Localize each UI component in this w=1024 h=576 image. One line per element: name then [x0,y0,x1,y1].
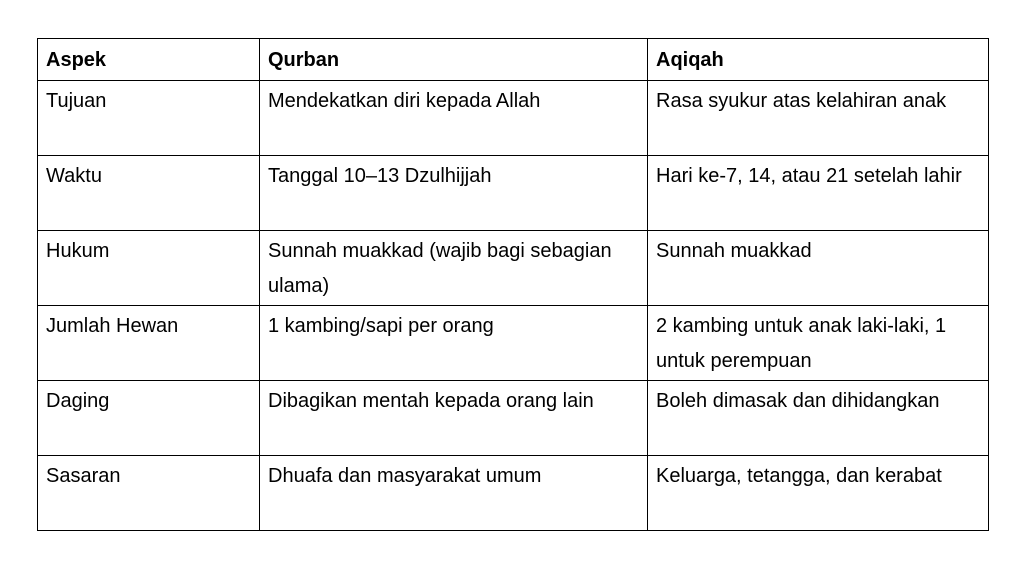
table-header-row [38,39,989,81]
cell-aqiqah: Rasa syukur atas kelahiran anak [648,81,989,156]
header-qurban: Qurban [260,39,648,81]
cell-qurban: Mendekatkan diri kepada Allah [260,81,648,156]
table-row [38,156,989,231]
table-row [38,381,989,456]
table-row [38,306,989,381]
cell-aspek: Jumlah Hewan [38,306,260,381]
cell-qurban: Tanggal 10–13 Dzulhijjah [260,156,648,231]
cell-aqiqah: Keluarga, tetangga, dan kerabat [648,456,989,531]
cell-qurban: Sunnah muakkad (wajib bagi sebagian ulama) [260,231,648,306]
cell-aspek: Tujuan [38,81,260,156]
table-row [38,231,989,306]
cell-aqiqah: Hari ke-7, 14, atau 21 setelah lahir [648,156,989,231]
header-aspek: Aspek [38,39,260,81]
cell-aspek: Daging [38,381,260,456]
cell-aspek: Waktu [38,156,260,231]
cell-aspek: Hukum [38,231,260,306]
cell-qurban: 1 kambing/sapi per orang [260,306,648,381]
table-row [38,456,989,531]
cell-aqiqah: 2 kambing untuk anak laki-laki, 1 untuk perempuan [648,306,989,381]
comparison-table-container [37,38,988,531]
table-row [38,81,989,156]
comparison-table [37,38,989,531]
cell-aqiqah: Sunnah muakkad [648,231,989,306]
cell-qurban: Dibagikan mentah kepada orang lain [260,381,648,456]
cell-aspek: Sasaran [38,456,260,531]
cell-aqiqah: Boleh dimasak dan dihidangkan [648,381,989,456]
header-aqiqah: Aqiqah [648,39,989,81]
cell-qurban: Dhuafa dan masyarakat umum [260,456,648,531]
